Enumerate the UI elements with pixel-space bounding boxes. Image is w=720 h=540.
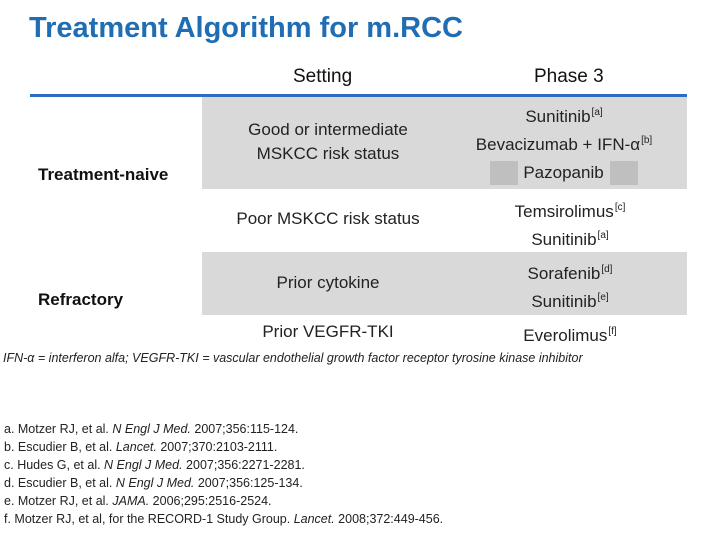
reference-item: c. Hudes G, et al. N Engl J Med. 2007;356:2271-2281. — [4, 458, 305, 472]
reference-item: b. Escudier B, et al. Lancet. 2007;370:2103-2111. — [4, 440, 278, 454]
drug-ref: [d] — [601, 264, 613, 275]
column-header-phase3: Phase 3 — [534, 66, 604, 87]
setting-line: Poor MSKCC risk status — [236, 209, 420, 228]
reference-item: d. Escudier B, et al. N Engl J Med. 2007;356:125-134. — [4, 476, 303, 490]
drug-item — [480, 320, 660, 348]
setting-good-intermediate — [228, 118, 428, 166]
drug-item — [480, 224, 660, 252]
drug-name: Sunitinib — [525, 107, 591, 126]
reference-item: e. Motzer RJ, et al. JAMA. 2006;295:2516-2524. — [4, 494, 272, 508]
category-treatment-naive: Treatment-naive — [38, 165, 169, 184]
drug-name: Everolimus — [523, 326, 608, 345]
reference-item: f. Motzer RJ, et al, for the RECORD-1 Study Group. Lancet. 2008;372:449-456. — [4, 512, 444, 526]
drug-name: Sorafenib — [527, 264, 601, 283]
drug-ref: [b] — [641, 135, 653, 146]
drug-name: Pazopanib — [523, 163, 604, 182]
drug-name: Temsirolimus — [514, 202, 614, 221]
drug-item — [458, 101, 670, 129]
drug-ref: [a] — [597, 230, 609, 241]
drug-item — [458, 157, 670, 185]
drug-item — [480, 196, 660, 224]
abbreviations-footnote: IFN-α = interferon alfa; VEGFR-TKI = vascular endothelial growth factor receptor tyrosine kinase inhibitor — [3, 351, 583, 365]
drugs-prior-cytokine — [480, 258, 660, 314]
page-title: Treatment Algorithm for m.RCC — [29, 12, 463, 44]
drug-name: Bevacizumab + IFN-α — [475, 135, 641, 154]
setting-line: Prior cytokine — [276, 273, 380, 292]
drug-ref: [a] — [591, 107, 603, 118]
drug-item — [480, 286, 660, 314]
drug-ref: [e] — [597, 292, 609, 303]
setting-poor-risk — [218, 207, 438, 231]
setting-line: Prior VEGFR-TKI — [262, 322, 394, 341]
setting-line: Good or intermediate — [248, 120, 408, 139]
reference-list — [4, 420, 443, 528]
drug-item — [480, 258, 660, 286]
setting-prior-vegfr-tki — [228, 320, 428, 344]
drug-name: Sunitinib — [531, 292, 597, 311]
setting-prior-cytokine — [228, 271, 428, 295]
drug-ref: [c] — [614, 202, 626, 213]
drug-item — [458, 129, 670, 157]
drug-name: Sunitinib — [531, 230, 597, 249]
category-refractory: Refractory — [38, 290, 124, 309]
drugs-poor-risk — [480, 196, 660, 252]
drugs-prior-vegfr-tki — [480, 320, 660, 348]
column-header-setting: Setting — [293, 66, 353, 87]
reference-item: a. Motzer RJ, et al. N Engl J Med. 2007;356:115-124. — [4, 422, 299, 436]
drug-ref: [f] — [608, 326, 617, 337]
drugs-good-intermediate — [458, 101, 670, 185]
setting-line: MSKCC risk status — [256, 144, 400, 163]
